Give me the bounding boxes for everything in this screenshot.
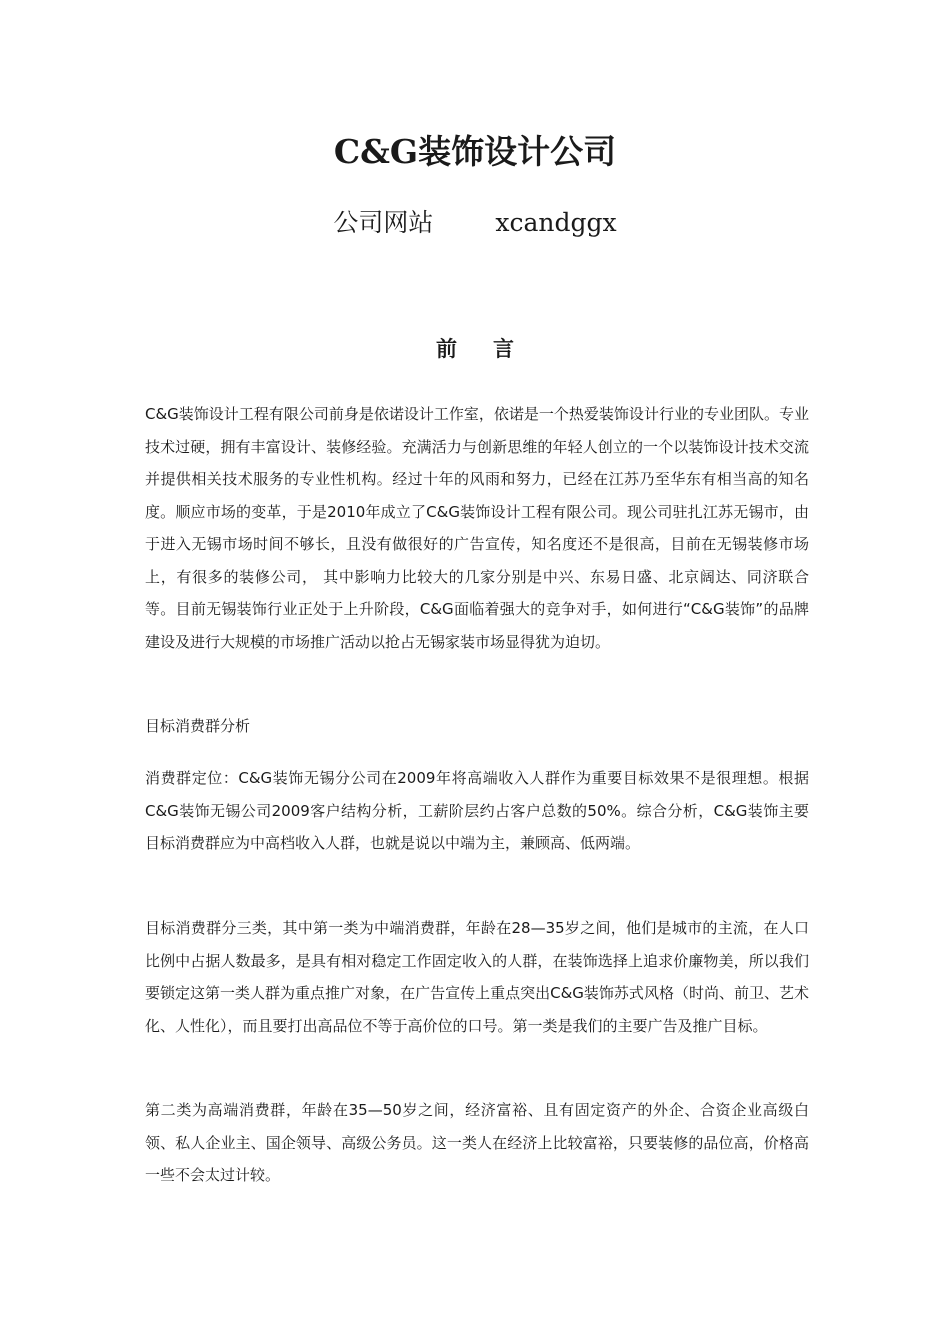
preface-heading-char-2: 言 (493, 336, 514, 361)
website-line (0, 206, 950, 240)
consumer-group-two-paragraph: 第二类为高端消费群，年龄在35—50岁之间，经济富裕、且有固定资产的外企、合资企业高级白领、私人企业主、国企领导、高级公务员。这一类人在经济上比较富裕，只要装修的品位高，价格高一些不会太过计较。 (145, 1101, 809, 1184)
document-title: C&G装饰设计公司 (333, 132, 617, 171)
consumer-group-one-paragraph: 目标消费群分三类，其中第一类为中端消费群，年龄在28—35岁之间，他们是城市的主流，在人口比例中占据人数最多，是具有相对稳定工作固定收入的人群，在装饰选择上追求价廉物美，所以我们要锁定这第一类人群为重点推广对象，在广告宣传上重点突出C&G装饰苏式风格（时尚、前卫、艺术化、人性化），而且要打出高品位不等于高价位的口号。第一类是我们的主要广告及推广目标。 (145, 919, 809, 1035)
website-label: 公司网站 (333, 208, 434, 237)
consumer-positioning-paragraph: 消费群定位：C&G装饰无锡分公司在2009年将高端收入人群作为重要目标效果不是很理想。根据C&G装饰无锡公司2009客户结构分析，工薪阶层约占客户总数的50%。综合分析，C&G装饰主要目标消费群应为中高档收入人群，也就是说以中端为主，兼顾高、低两端。 (145, 769, 809, 852)
section-heading-target-consumers: 目标消费群分析 (145, 717, 251, 735)
preface-heading-char-1: 前 (436, 336, 457, 361)
preface-heading (0, 334, 950, 364)
website-value: xcandggx (495, 208, 617, 237)
intro-paragraph: C&G装饰设计工程有限公司前身是依诺设计工作室，依诺是一个热爱装饰设计行业的专业团队。专业技术过硬，拥有丰富设计、装修经验。充满活力与创新思维的年轻人创立的一个以装饰设计技术交流并提供相关技术服务的专业性机构。经过十年的风雨和努力，已经在江苏乃至华东有相当高的知名度。顺应市场的变革，于是2010年成立了C&G装饰设计工程有限公司。现公司驻扎江苏无锡市，由于进入无锡市场时间不够长，且没有做很好的广告宣传，知名度还不是很高，目前在无锡装修市场上，有很多的装修公司， 其中影响力比较大的几家分别是中兴、东易日盛、北京阔达、同济联合等。目前无锡装饰行业正处于上升阶段，C&G面临着强大的竞争对手，如何进行“C&G装饰”的品牌建设及进行大规模的市场推广活动以抢占无锡家装市场显得犹为迫切。 (145, 405, 809, 651)
